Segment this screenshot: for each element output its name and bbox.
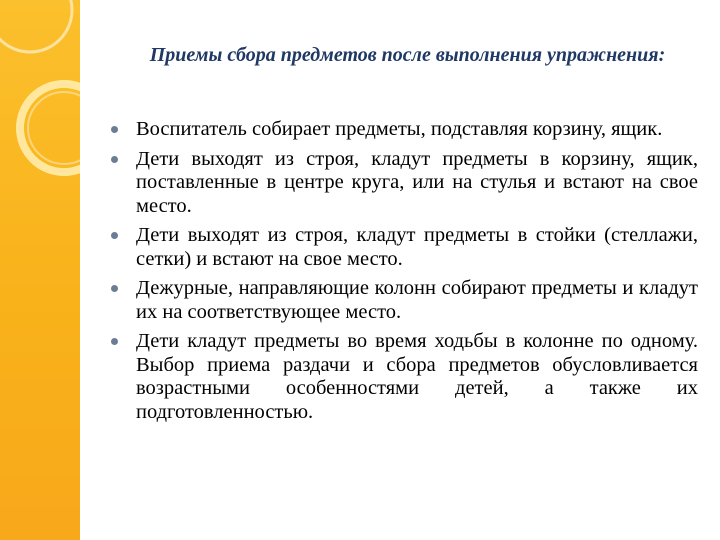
bullet-icon: [111, 285, 118, 292]
decorative-circles: [0, 0, 80, 540]
slide-title: Приемы сбора предметов после выполнения упражнения:: [149, 44, 666, 66]
bullet-icon: [111, 338, 118, 345]
bullet-item: [108, 330, 698, 424]
bullet-icon: [111, 126, 118, 133]
bullet-text: Дети кладут предметы во время ходьбы в колонне по одному. Выбор приема раздачи и сбора предметов обусловливается возрастными особенностями детей, а также их подготовленностью.: [136, 330, 698, 423]
deco-circle-top: [0, 0, 72, 52]
bullet-icon: [111, 232, 118, 239]
bullet-item: [108, 277, 698, 324]
deco-circle-inner: [28, 92, 80, 164]
bullet-text: Дежурные, направляющие колонн собирают предметы и кладут их на соответствующее место.: [136, 277, 698, 323]
bullet-list: [108, 118, 698, 430]
bullet-text: Дети выходят из строя, кладут предметы в корзину, ящик, поставленные в центре круга, или на стулья и встают на свое место.: [136, 147, 698, 217]
bullet-text: Воспитатель собирает предметы, подставляя корзину, ящик.: [136, 118, 663, 140]
decorative-side-band: [0, 0, 80, 540]
bullet-item: [108, 148, 698, 219]
bullet-text: Дети выходят из строя, кладут предметы в стойки (стеллажи, сетки) и встают на свое место.: [136, 224, 698, 270]
bullet-item: [108, 118, 698, 142]
bullet-icon: [111, 156, 118, 163]
bullet-item: [108, 224, 698, 271]
